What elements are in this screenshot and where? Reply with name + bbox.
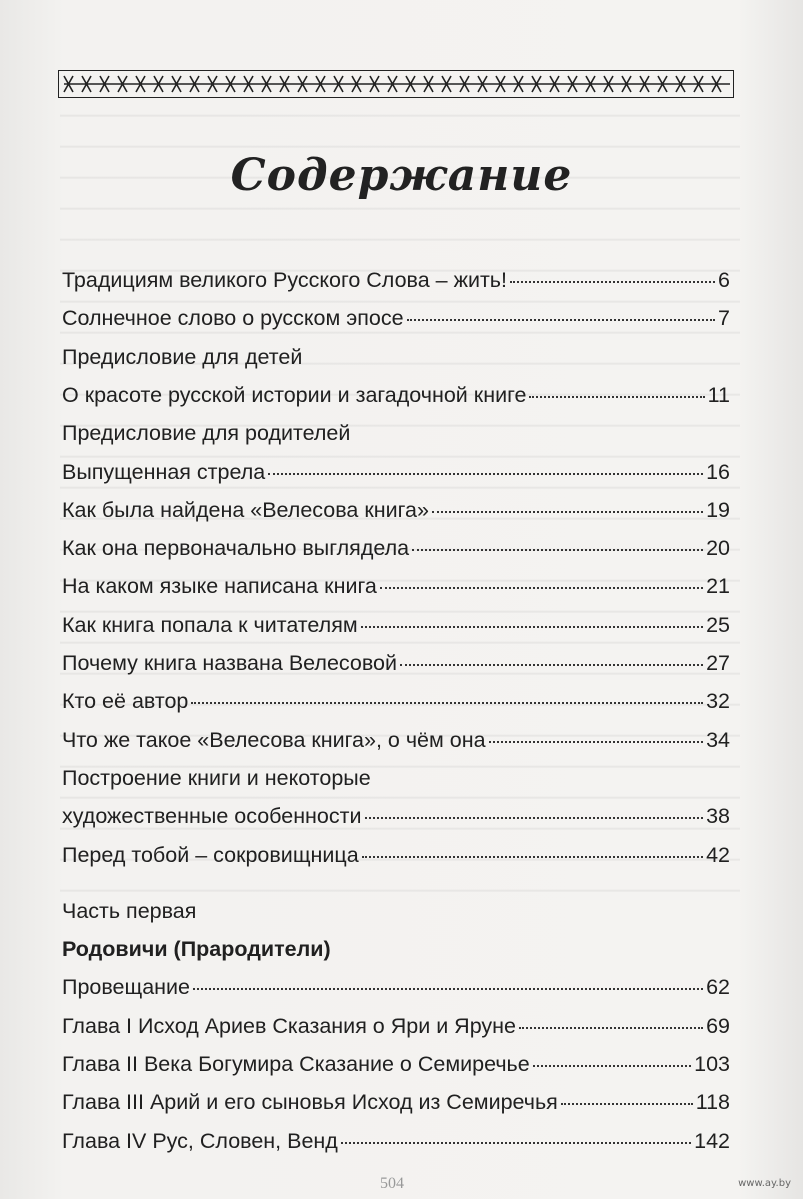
toc-entry-title: Глава I Исход Ариев Сказания о Яри и Яруне <box>62 1013 517 1038</box>
toc-entry <box>62 268 730 302</box>
toc-leader-dots <box>400 663 703 666</box>
toc-entry <box>62 383 730 417</box>
toc-leader-dots <box>362 855 703 858</box>
toc-entry-title: Глава IV Рус, Словен, Венд <box>62 1128 338 1153</box>
toc-entry-title: Традициям великого Русского Слова – жить! <box>62 268 507 292</box>
toc-entry-page: 38 <box>706 804 730 829</box>
page-title: Содержание <box>230 150 573 201</box>
toc-entry-title: Глава II Века Богумира Сказание о Семиречье <box>62 1052 530 1076</box>
toc-entry-page: 19 <box>706 497 730 522</box>
toc-entry-title: Что же такое «Велесова книга», о чём она <box>62 727 486 752</box>
toc-entry <box>62 1090 730 1124</box>
toc-entry-page: 34 <box>706 727 730 752</box>
toc-leader-dots <box>432 510 703 513</box>
toc-entry-page: 62 <box>706 975 730 1000</box>
watermark: www.ay.by <box>738 1178 791 1189</box>
toc-leader-dots <box>407 318 715 321</box>
toc-entry <box>62 536 730 570</box>
toc-entry <box>62 498 730 532</box>
toc-leader-dots <box>519 1026 703 1029</box>
toc-leader-dots <box>268 472 703 475</box>
toc-entry-page: 7 <box>718 306 730 331</box>
toc-entry-page: 16 <box>706 459 730 484</box>
toc-heading: Родовичи (Прародители) <box>62 937 331 962</box>
toc-entry <box>62 689 730 723</box>
toc-entry-page: 27 <box>706 651 730 675</box>
toc-entry-page: 103 <box>694 1052 730 1076</box>
toc-heading: Часть первая <box>62 898 197 923</box>
toc-entry <box>62 460 730 494</box>
toc-entry-page: 21 <box>706 574 730 599</box>
toc-entry <box>62 613 730 647</box>
toc-entry-title: Выпущенная стрела <box>62 459 266 484</box>
toc-entry <box>62 728 730 762</box>
toc-entry-page: 142 <box>694 1128 730 1153</box>
toc-leader-dots <box>412 548 703 551</box>
toc-entry-page: 20 <box>706 536 730 561</box>
toc-entry-page: 42 <box>706 842 730 867</box>
toc-entry-title: Перед тобой – сокровищница <box>62 842 359 867</box>
toc-entry-page: 11 <box>707 382 730 407</box>
toc-entry-page: 69 <box>706 1013 730 1038</box>
toc-entry-title: художественные особенности <box>62 804 362 829</box>
toc-entry <box>62 975 730 1009</box>
toc-leader-dots <box>533 1064 691 1067</box>
toc-entry-page: 6 <box>718 268 730 292</box>
decorative-border <box>58 70 734 98</box>
page-number: 504 <box>380 1175 404 1192</box>
toc-entry-title: Как она первоначально выглядела <box>62 536 410 561</box>
toc-entry-title: Кто её автор <box>62 689 189 714</box>
toc-entry <box>62 306 730 340</box>
toc-entry-title: О красоте русской истории и загадочной книге <box>62 382 527 407</box>
toc-entry-title: Провещание <box>62 975 190 1000</box>
toc-entry-page: 118 <box>695 1090 730 1115</box>
toc-leader-dots <box>561 1102 693 1105</box>
toc-leader-dots <box>361 625 703 628</box>
toc-entry-title: Как книга попала к читателям <box>62 612 358 637</box>
toc-entry-title: Солнечное слово о русском эпосе <box>62 306 404 331</box>
toc-heading: Предисловие для детей <box>62 344 303 369</box>
toc-leader-dots <box>380 586 703 589</box>
toc-entry-title: Как была найдена «Велесова книга» <box>62 497 429 522</box>
toc-entry-title: Глава III Арий и его сыновья Исход из Семиречья <box>62 1090 558 1115</box>
toc-entry <box>62 574 730 608</box>
toc-leader-dots <box>191 701 703 704</box>
toc-entry <box>62 1014 730 1048</box>
toc-entry <box>62 804 730 838</box>
toc-entry <box>62 1129 730 1163</box>
toc-entry <box>62 1052 730 1086</box>
toc-leader-dots <box>529 395 704 398</box>
toc-heading: Построение книги и некоторые <box>62 765 371 790</box>
toc-entry-title: Почему книга названа Велесовой <box>62 651 398 675</box>
toc-entry-page: 32 <box>706 689 730 714</box>
toc-entry-page: 25 <box>706 612 730 637</box>
toc-entry <box>62 843 730 877</box>
toc-leader-dots <box>341 1141 691 1144</box>
toc-leader-dots <box>193 987 703 990</box>
toc-leader-dots <box>510 280 715 283</box>
toc-heading: Предисловие для родителей <box>62 421 351 446</box>
toc-leader-dots <box>365 816 704 819</box>
toc-entry <box>62 651 730 685</box>
toc-entry-title: На каком языке написана книга <box>62 574 377 599</box>
toc-leader-dots <box>489 740 704 743</box>
